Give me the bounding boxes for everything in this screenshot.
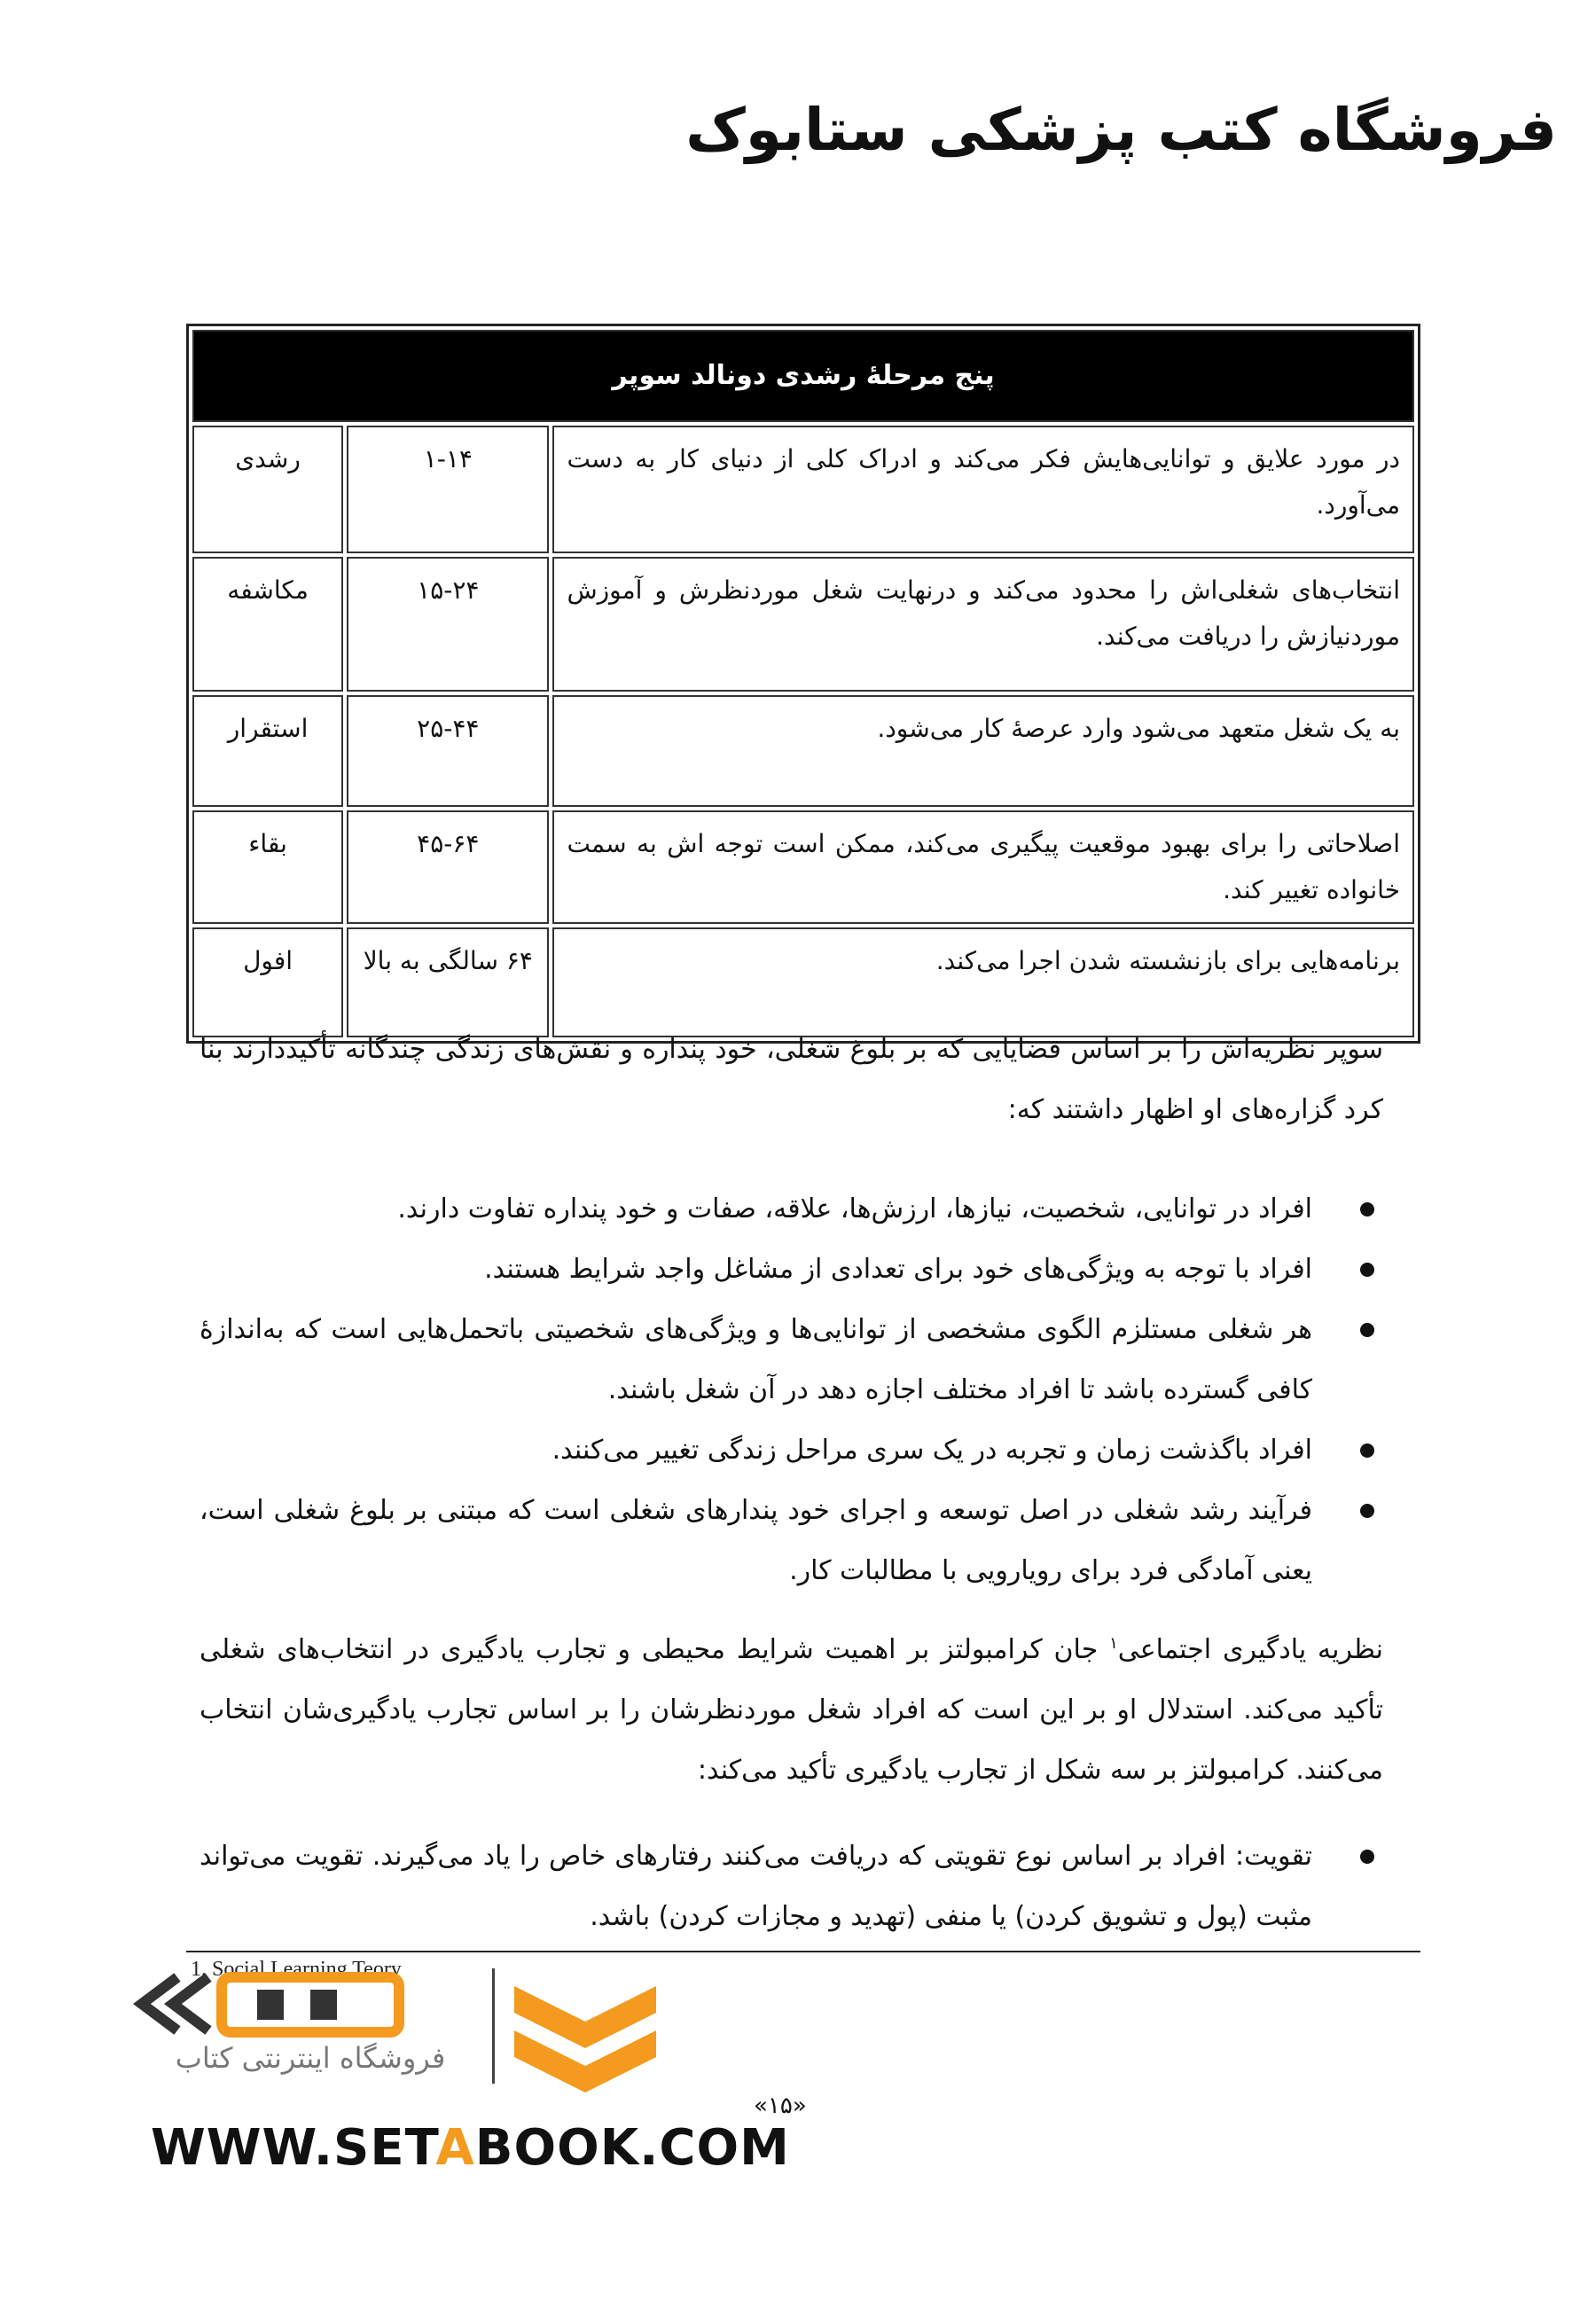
- stage-age: ۱-۱۴: [347, 426, 549, 553]
- table-row: [192, 810, 1414, 924]
- stage-description: برنامه‌هایی برای بازنشسته شدن اجرا می‌کند.: [552, 927, 1414, 1037]
- paragraph-text: نظریه یادگیری اجتماعی: [1117, 1634, 1383, 1665]
- list-item: [200, 1240, 1383, 1300]
- list-item: [200, 1179, 1383, 1240]
- stage-description: در مورد علایق و توانایی‌هایش فکر می‌کند و ادراک کلی از دنیای کار به دست می‌آورد.: [552, 426, 1414, 553]
- list-item-text: فرآیند رشد شغلی در اصل توسعه و اجرای خود پندارهای شغلی است که مبتنی بر بلوغ شغلی است، یعنی آمادگی فرد برای رویارویی با مطالبات کار.: [200, 1495, 1312, 1586]
- footnote: 1. Social Learning Teory: [191, 1958, 402, 1981]
- logo-subtitle: فروشگاه اینترنتی کتاب: [175, 2041, 446, 2075]
- list-item-text: تقویت: افراد بر اساس نوع تقویتی که دریافت می‌کنند رفتارهای خاص را یاد می‌گیرند. تقویت می‌تواند مثبت (پول و تشویق کردن) یا منفی (تهدید و مجازات کردن) باشد.: [200, 1841, 1312, 1932]
- bullet-icon: [1360, 1202, 1374, 1216]
- list-item: [200, 1481, 1383, 1601]
- list-item: [200, 1300, 1383, 1420]
- stage-age: ۱۵-۲۴: [347, 557, 549, 692]
- stage-age: ۶۴ سالگی به بالا: [347, 927, 549, 1037]
- table-row: [192, 426, 1414, 553]
- page-number: «۱۵»: [754, 2093, 807, 2119]
- page-header-title: فروشگاه کتب پزشکی ستابوک: [685, 96, 1557, 164]
- paragraph-social-learning: [200, 1614, 1383, 1801]
- stage-name: افول: [192, 927, 343, 1037]
- table-row: [192, 557, 1414, 692]
- table-title: پنج مرحلهٔ رشدی دونالد سوپر: [192, 330, 1414, 422]
- stage-name: رشدی: [192, 426, 343, 553]
- list-item-text: افراد در توانایی، شخصیت، نیازها، ارزش‌ها، علاقه، صفات و خود پنداره تفاوت دارند.: [397, 1193, 1312, 1224]
- paragraph-super-theory: سوپر نظریه‌اش را بر اساس قضایایی که بر بلوغ شغلی، خود پنداره و نقش‌های زندگی چندگانه تأکیددارند بنا کرد گزاره‌های او اظهار داشتند که:: [200, 1034, 1383, 1125]
- list-item-text: افراد با توجه به ویژگی‌های خود برای تعدادی از مشاغل واجد شرایط هستند.: [484, 1254, 1312, 1285]
- table-header-row: [192, 330, 1414, 422]
- stage-name: مکاشفه: [192, 557, 343, 692]
- table-row: [192, 695, 1414, 807]
- bullet-icon: [1360, 1850, 1374, 1864]
- stage-age: ۴۵-۶۴: [347, 810, 549, 924]
- stage-name: بقاء: [192, 810, 343, 924]
- list-item-text: هر شغلی مستلزم الگوی مشخصی از توانایی‌ها و ویژگی‌های شخصیتی باتحمل‌هایی است که به‌اندازهٔ کافی گسترده باشد تا افراد مختلف اجازه دهد در آن شغل باشند.: [200, 1314, 1312, 1405]
- stage-age: ۲۵-۴۴: [347, 695, 549, 807]
- list-item: [200, 1420, 1383, 1481]
- logo-url-text: WWW.SET: [151, 2119, 436, 2177]
- bullet-icon: [1360, 1504, 1374, 1518]
- logo-url: [151, 2119, 790, 2177]
- super-stages-table: [186, 324, 1420, 1044]
- learning-experiences-list: [200, 1827, 1383, 1947]
- stage-description: به یک شغل متعهد می‌شود وارد عرصهٔ کار می‌شود.: [552, 695, 1414, 807]
- bullet-icon: [1360, 1323, 1374, 1337]
- list-item-text: افراد باگذشت زمان و تجربه در یک سری مراحل زندگی تغییر می‌کنند.: [552, 1435, 1312, 1466]
- super-propositions-list: [200, 1179, 1383, 1601]
- stage-description: اصلاحاتی را برای بهبود موقعیت پیگیری می‌کند، ممکن است توجه اش به سمت خانواده تغییر کند.: [552, 810, 1414, 924]
- logo-url-text: BOOK.COM: [474, 2119, 790, 2177]
- stage-name: استقرار: [192, 695, 343, 807]
- logo-url-accent: A: [435, 2119, 475, 2177]
- bullet-icon: [1360, 1443, 1374, 1458]
- footnote-marker: ۱: [1109, 1634, 1118, 1653]
- list-item: [200, 1827, 1383, 1947]
- bullet-icon: [1360, 1263, 1374, 1277]
- stage-description: انتخاب‌های شغلی‌اش را محدود می‌کند و درنهایت شغل موردنظرش و آموزش موردنیازش را دریافت می‌کند.: [552, 557, 1414, 692]
- paragraph-text: جان کرامبولتز بر اهمیت شرایط محیطی و تجارب یادگیری در انتخاب‌های شغلی تأکید می‌کند. استدلال او بر این است که افراد شغل موردنظرشان را بر اساس تجارب یادگیری‌شان انتخاب می‌کنند. کرامبولتز بر سه شکل از تجارب یادگیری تأکید می‌کند:: [200, 1634, 1383, 1786]
